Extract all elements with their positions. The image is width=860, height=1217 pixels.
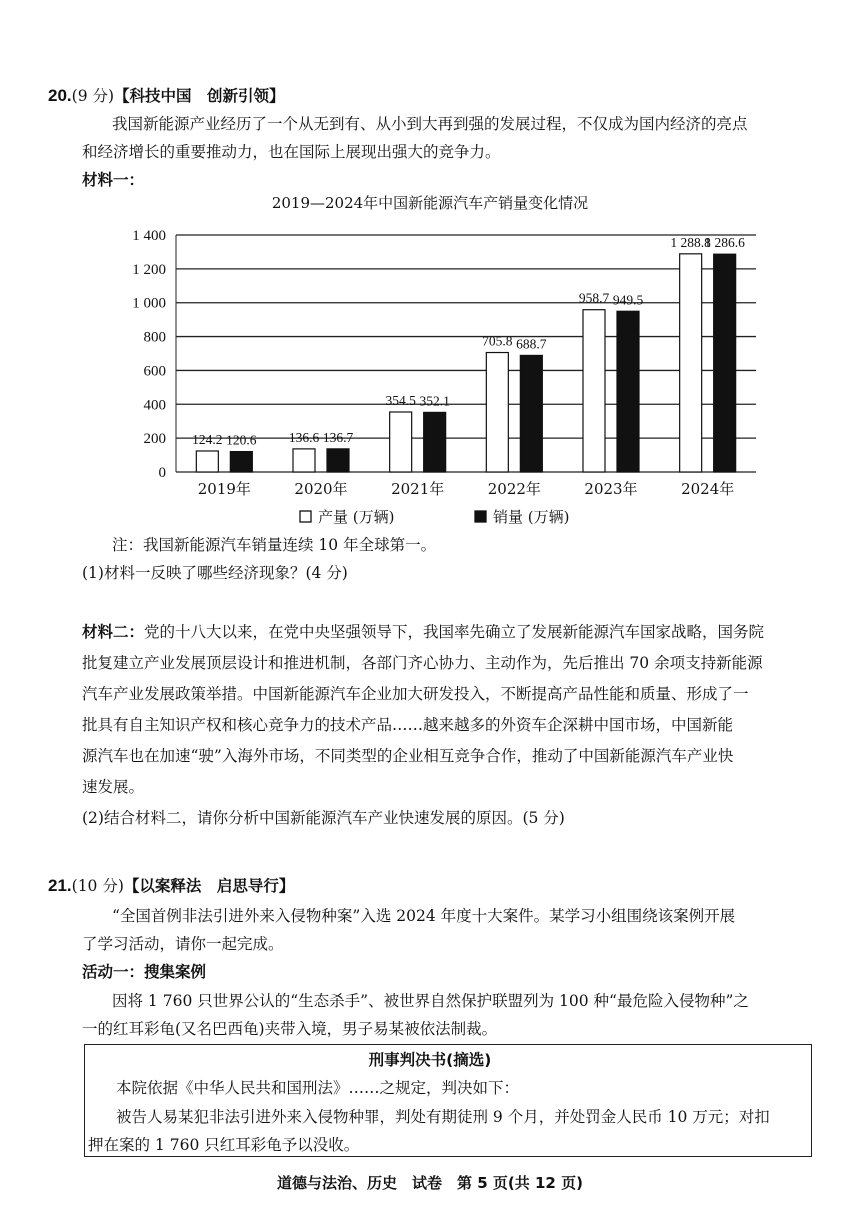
material2-line4: 批具有自主知识产权和核心竞争力的技术产品……越来越多的外资车企深耕中国市场，中国新能 bbox=[82, 716, 734, 734]
x-tick-label: 2019年 bbox=[197, 480, 251, 498]
legend-swatch-production bbox=[300, 511, 311, 522]
data-label: 1 286.6 bbox=[704, 235, 745, 251]
q21-number: 21. bbox=[48, 876, 72, 895]
y-tick-label: 1 400 bbox=[132, 228, 166, 244]
data-label: 354.5 bbox=[385, 392, 416, 408]
bar-chart bbox=[0, 215, 860, 535]
bar-production bbox=[486, 353, 508, 472]
x-tick-label: 2023年 bbox=[584, 480, 638, 498]
y-tick-label: 200 bbox=[143, 431, 166, 448]
bar-production bbox=[680, 254, 702, 472]
bar-sales bbox=[520, 355, 542, 472]
bar-sales bbox=[714, 254, 736, 472]
legend-label-production: 产量 (万辆) bbox=[318, 508, 395, 526]
data-label: 949.5 bbox=[612, 292, 644, 308]
bar-sales bbox=[230, 452, 252, 472]
bar-production bbox=[583, 310, 605, 472]
q20-intro-line2: 和经济增长的重要推动力，也在国际上展现出强大的竞争力。 bbox=[82, 143, 501, 161]
x-tick-label: 2022年 bbox=[487, 480, 541, 498]
data-label: 124.2 bbox=[192, 431, 223, 447]
x-tick-label: 2021年 bbox=[391, 480, 445, 498]
q21-heading: 【以案释法 启思导行】 bbox=[123, 877, 295, 895]
q20-score: (9 分) bbox=[71, 87, 115, 105]
data-label: 136.7 bbox=[322, 429, 354, 445]
material2-line2: 批复建立产业发展顶层设计和推进机制，各部门齐心协力、主动作为，先后推出 70 余项支持新能源 bbox=[82, 654, 763, 672]
data-label: 1 288.8 bbox=[670, 234, 711, 250]
bar-sales bbox=[327, 449, 349, 472]
verdict-line3: 押在案的 1 760 只红耳彩龟予以没收。 bbox=[88, 1136, 360, 1154]
legend-label-sales: 销量 (万辆) bbox=[493, 508, 570, 526]
q20-question2: (2)结合材料二，请你分析中国新能源汽车产业快速发展的原因。(5 分) bbox=[82, 809, 565, 827]
data-label: 352.1 bbox=[419, 393, 450, 409]
q21-score: (10 分) bbox=[71, 877, 124, 895]
q20-header bbox=[48, 84, 285, 108]
q20-question1: (1)材料一反映了哪些经济现象？(4 分) bbox=[82, 564, 348, 582]
data-label: 958.7 bbox=[578, 290, 610, 306]
x-tick-label: 2020年 bbox=[294, 480, 348, 498]
activity1-label: 活动一：搜集案例 bbox=[82, 963, 207, 981]
legend-swatch-sales bbox=[475, 511, 486, 522]
q20-material1-label: 材料一： bbox=[82, 171, 145, 189]
q20-material2-label: 材料二： bbox=[82, 623, 145, 641]
chart-title: 2019—2024年中国新能源汽车产销量变化情况 bbox=[271, 194, 589, 212]
material2-line6: 速发展。 bbox=[82, 778, 145, 796]
y-tick-label: 0 bbox=[158, 465, 166, 481]
x-tick-label: 2024年 bbox=[681, 480, 735, 498]
y-tick-label: 600 bbox=[143, 363, 166, 380]
material2-line3: 汽车产业发展政策举措。中国新能源汽车企业加大研发投入，不断提高产品性能和质量、形成了一 bbox=[82, 685, 749, 703]
page-footer: 道德与法治、历史 试卷 第 5 页(共 12 页) bbox=[277, 1174, 583, 1192]
bar-production bbox=[293, 449, 315, 472]
q20-heading: 【科技中国 创新引领】 bbox=[114, 87, 285, 105]
bar-sales bbox=[424, 412, 446, 472]
bar-sales bbox=[617, 311, 639, 472]
data-label: 688.7 bbox=[516, 336, 547, 352]
data-label: 120.6 bbox=[226, 432, 257, 448]
y-tick-label: 1 000 bbox=[132, 295, 166, 312]
q20-number: 20. bbox=[48, 86, 72, 105]
q21-header bbox=[48, 874, 294, 898]
material2-line1 bbox=[82, 620, 764, 644]
data-label: 705.8 bbox=[482, 333, 513, 349]
material2-line5: 源汽车也在加速“驶”入海外市场，不同类型的企业相互竞争合作，推动了中国新能源汽车产业快 bbox=[82, 747, 734, 765]
y-tick-label: 400 bbox=[143, 397, 166, 414]
data-label: 136.6 bbox=[288, 429, 320, 445]
verdict-line2: 被告人易某犯非法引进外来入侵物种罪，判处有期徒刑 9 个月，并处罚金人民币 10 万元；对扣 bbox=[116, 1108, 770, 1126]
q21-intro-line2: 了学习活动，请你一起完成。 bbox=[82, 935, 284, 953]
q20-intro-line1: 我国新能源产业经历了一个从无到有、从小到大再到强的发展过程，不仅成为国内经济的亮点 bbox=[112, 115, 748, 133]
verdict-title: 刑事判决书(摘选) bbox=[368, 1051, 492, 1069]
bar-production bbox=[196, 451, 218, 472]
chart-note: 注：我国新能源汽车销量连续 10 年全球第一。 bbox=[112, 536, 437, 554]
verdict-line1: 本院依据《中华人民共和国刑法》……之规定，判决如下： bbox=[116, 1079, 520, 1097]
bar-production bbox=[390, 412, 412, 472]
y-tick-label: 800 bbox=[143, 329, 166, 346]
q21-intro-line1: “全国首例非法引进外来入侵物种案”入选 2024 年度十大案件。某学习小组围绕该案例开展 bbox=[112, 907, 736, 925]
y-tick-label: 1 200 bbox=[132, 261, 166, 278]
case-line1: 因将 1 760 只世界公认的“生态杀手”、被世界自然保护联盟列为 100 种“最危险入侵物种”之 bbox=[112, 992, 749, 1010]
material2-text-1: 党的十八大以来，在党中央坚强领导下，我国率先确立了发展新能源汽车国家战略，国务院 bbox=[144, 623, 765, 641]
case-line2: 一的红耳彩龟(又名巴西龟)夹带入境，男子易某被依法制裁。 bbox=[82, 1020, 498, 1038]
